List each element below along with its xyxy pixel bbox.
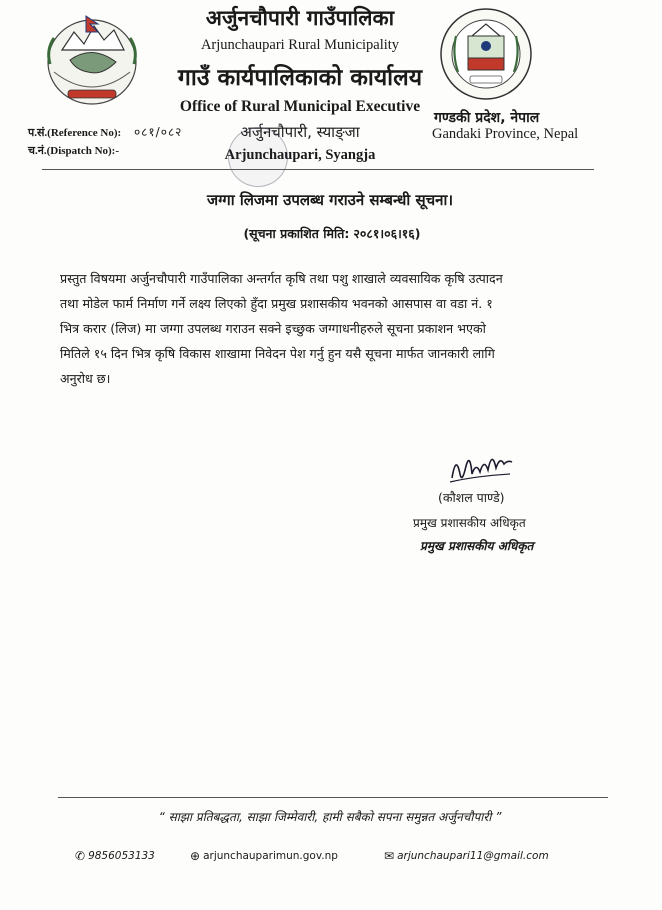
body-line: मितिले १५ दिन भित्र कृषि विकास शाखामा निवेदन पेश गर्नु हुन यसै सूचना मार्फत जानकारी लागि	[60, 346, 495, 361]
place-en: Arjunchaupari, Syangja	[224, 147, 376, 163]
footer-phone	[75, 849, 155, 863]
municipality-name-np: अर्जुनचौपारी गाउँपालिका	[205, 6, 395, 30]
signatory-title: प्रमुख प्रशासकीय अधिकृत	[413, 516, 526, 530]
signature-icon	[446, 444, 518, 488]
reference-value: ०८१/०८२	[133, 125, 183, 139]
signatory-stamp: प्रमुख प्रशासकीय अधिकृत	[420, 539, 534, 553]
notice-body	[60, 266, 596, 391]
body-line: अनुरोध छ।	[60, 371, 111, 386]
header-divider	[42, 169, 594, 170]
notice-title: जग्गा लिजमा उपलब्ध गराउने सम्बन्धी सूचना।	[206, 191, 454, 209]
footer-website	[190, 849, 338, 863]
footer-divider	[58, 797, 608, 798]
place-np: अर्जुनचौपारी, स्याङ्जा	[240, 123, 360, 141]
footer-slogan: “ साझा प्रतिबद्धता, साझा जिम्मेवारी, हामी सबैको सपना समुन्नत अर्जुनचौपारी ”	[158, 810, 502, 824]
body-line: तथा मोडेल फार्म निर्माण गर्ने लक्ष्य लिएको हुँदा प्रमुख प्रशासकीय भवनको आसपास वा वडा नं. १	[60, 296, 493, 311]
office-stamp-icon	[228, 127, 288, 187]
website-url: arjunchauparimun.gov.np	[203, 850, 338, 862]
signatory-name: (कौशल पाण्डे)	[438, 490, 505, 505]
footer-email	[384, 849, 549, 863]
reference-label: प.सं.(Reference No):	[28, 127, 122, 139]
globe-icon: ⊕	[190, 849, 201, 863]
municipality-name-en: Arjunchaupari Rural Municipality	[200, 37, 400, 53]
dispatch-number: च.नं.(Dispatch No):-	[28, 145, 119, 157]
phone-icon: ✆	[75, 849, 86, 863]
publish-date	[170, 225, 490, 242]
phone-number: 9856053133	[88, 850, 155, 862]
publish-date-value: २०८१।०६।१६)	[353, 226, 421, 241]
reference-number	[28, 123, 182, 140]
nepal-emblem-icon	[40, 10, 144, 108]
body-line: भित्र करार (लिज) मा जग्गा उपलब्ध गराउन सक्ने इच्छुक जग्गाधनीहरुले सूचना प्रकाशन भएको	[60, 321, 486, 336]
publish-date-label: (सूचना प्रकाशित मिति:	[243, 226, 350, 241]
office-name-en: Office of Rural Municipal Executive	[179, 98, 421, 115]
province-en: Gandaki Province, Nepal	[432, 126, 579, 142]
province-np: गण्डकी प्रदेश, नेपाल	[434, 110, 540, 126]
email-address: arjunchaupari11@gmail.com	[397, 850, 549, 862]
mail-icon: ✉	[384, 849, 395, 863]
body-line: प्रस्तुत विषयमा अर्जुनचौपारी गाउँपालिका अन्तर्गत कृषि तथा पशु शाखाले व्यवसायिक कृषि उत्पादन	[60, 271, 503, 286]
office-name-np: गाउँ कार्यपालिकाको कार्यालय	[177, 65, 423, 91]
